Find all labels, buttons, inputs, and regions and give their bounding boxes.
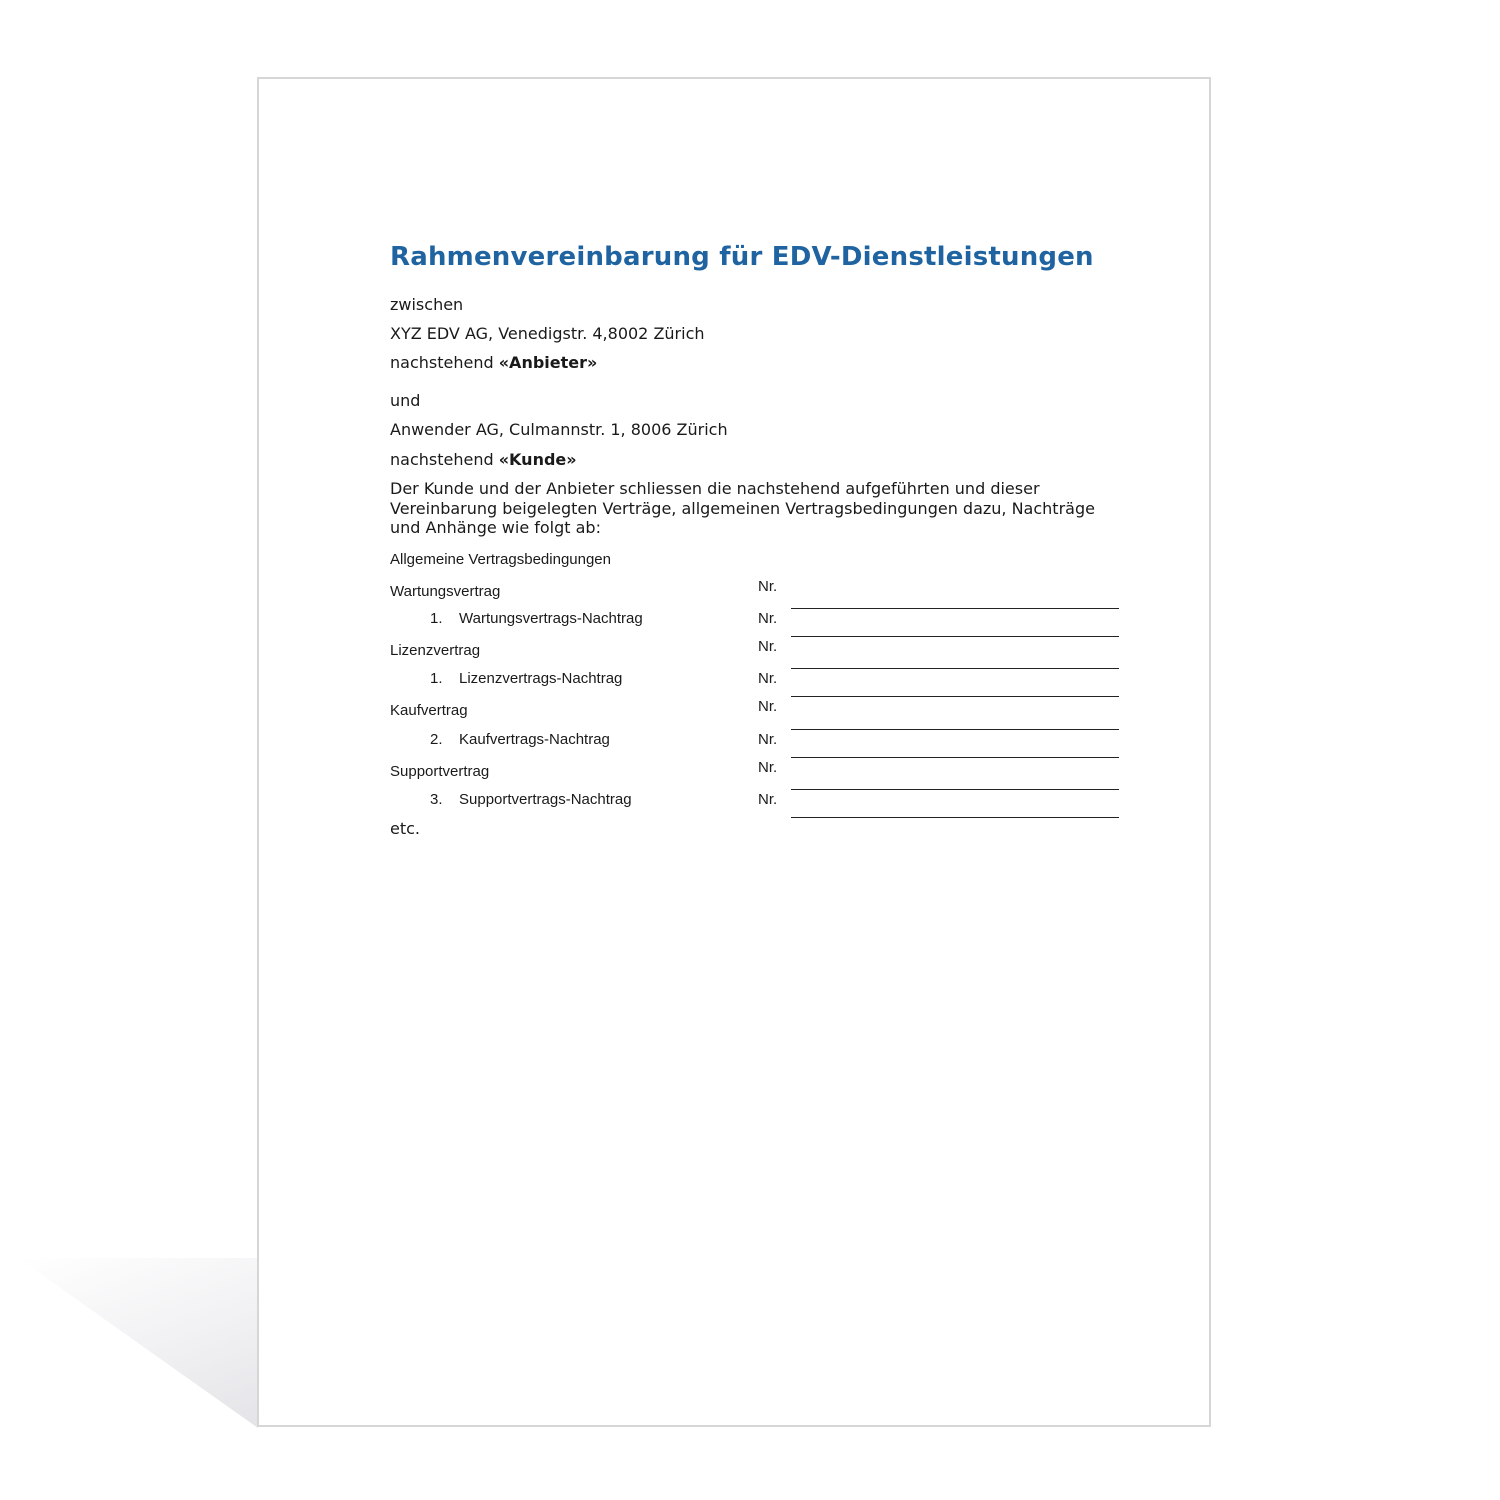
number-line [791,696,1119,697]
number-line [791,757,1119,758]
nr-label: Nr. [758,759,778,776]
contract-label: Wartungsvertrags-Nachtrag [459,610,643,627]
party2-prefix: nachstehend [390,450,494,469]
party1-role: «Anbieter» [498,353,598,372]
page-shadow [18,1258,258,1428]
nr-label: Nr. [758,670,778,687]
document-page [257,77,1211,1427]
contract-number: 1. [430,610,443,627]
party1-designation [390,353,597,372]
nr-label: Nr. [758,731,778,748]
contract-label: Kaufvertrags-Nachtrag [459,731,610,748]
und-text: und [390,391,421,410]
contract-number: 3. [430,791,443,808]
party2-role: «Kunde» [498,450,577,469]
number-line [791,668,1119,669]
nr-label: Nr. [758,638,778,655]
nr-label: Nr. [758,698,778,715]
contract-label: Supportvertrag [390,763,490,780]
nr-label: Nr. [758,610,778,627]
party1-address: XYZ EDV AG, Venedigstr. 4,8002 Zürich [390,324,705,343]
party1-prefix: nachstehend [390,353,494,372]
contract-label: Supportvertrags-Nachtrag [459,791,632,808]
document-title: Rahmenvereinbarung für EDV-Dienstleistungen [390,242,1094,272]
general-terms: Allgemeine Vertragsbedingungen [390,551,611,568]
number-line [791,636,1119,637]
contract-label: Lizenzvertrag [390,642,481,659]
number-line [791,729,1119,730]
intro-paragraph: Der Kunde und der Anbieter schliessen die nachstehend aufgeführten und dieser Vereinbarung beigelegten Verträge, allgemeinen Vertragsbedingungen dazu, Nachträge und Anhänge wie folgt ab: [390,479,1095,537]
contract-label: Lizenzvertrags-Nachtrag [459,670,623,687]
etc-text: etc. [390,819,420,838]
party2-designation [390,450,577,469]
contract-label: Wartungsvertrag [390,583,501,600]
number-line [791,789,1119,790]
contract-number: 2. [430,731,443,748]
zwischen-text: zwischen [390,295,464,314]
contract-label: Kaufvertrag [390,702,468,719]
contract-number: 1. [430,670,443,687]
number-line [791,608,1119,609]
nr-label: Nr. [758,578,778,595]
nr-label: Nr. [758,791,778,808]
party2-address: Anwender AG, Culmannstr. 1, 8006 Zürich [390,420,728,439]
number-line [791,817,1119,818]
